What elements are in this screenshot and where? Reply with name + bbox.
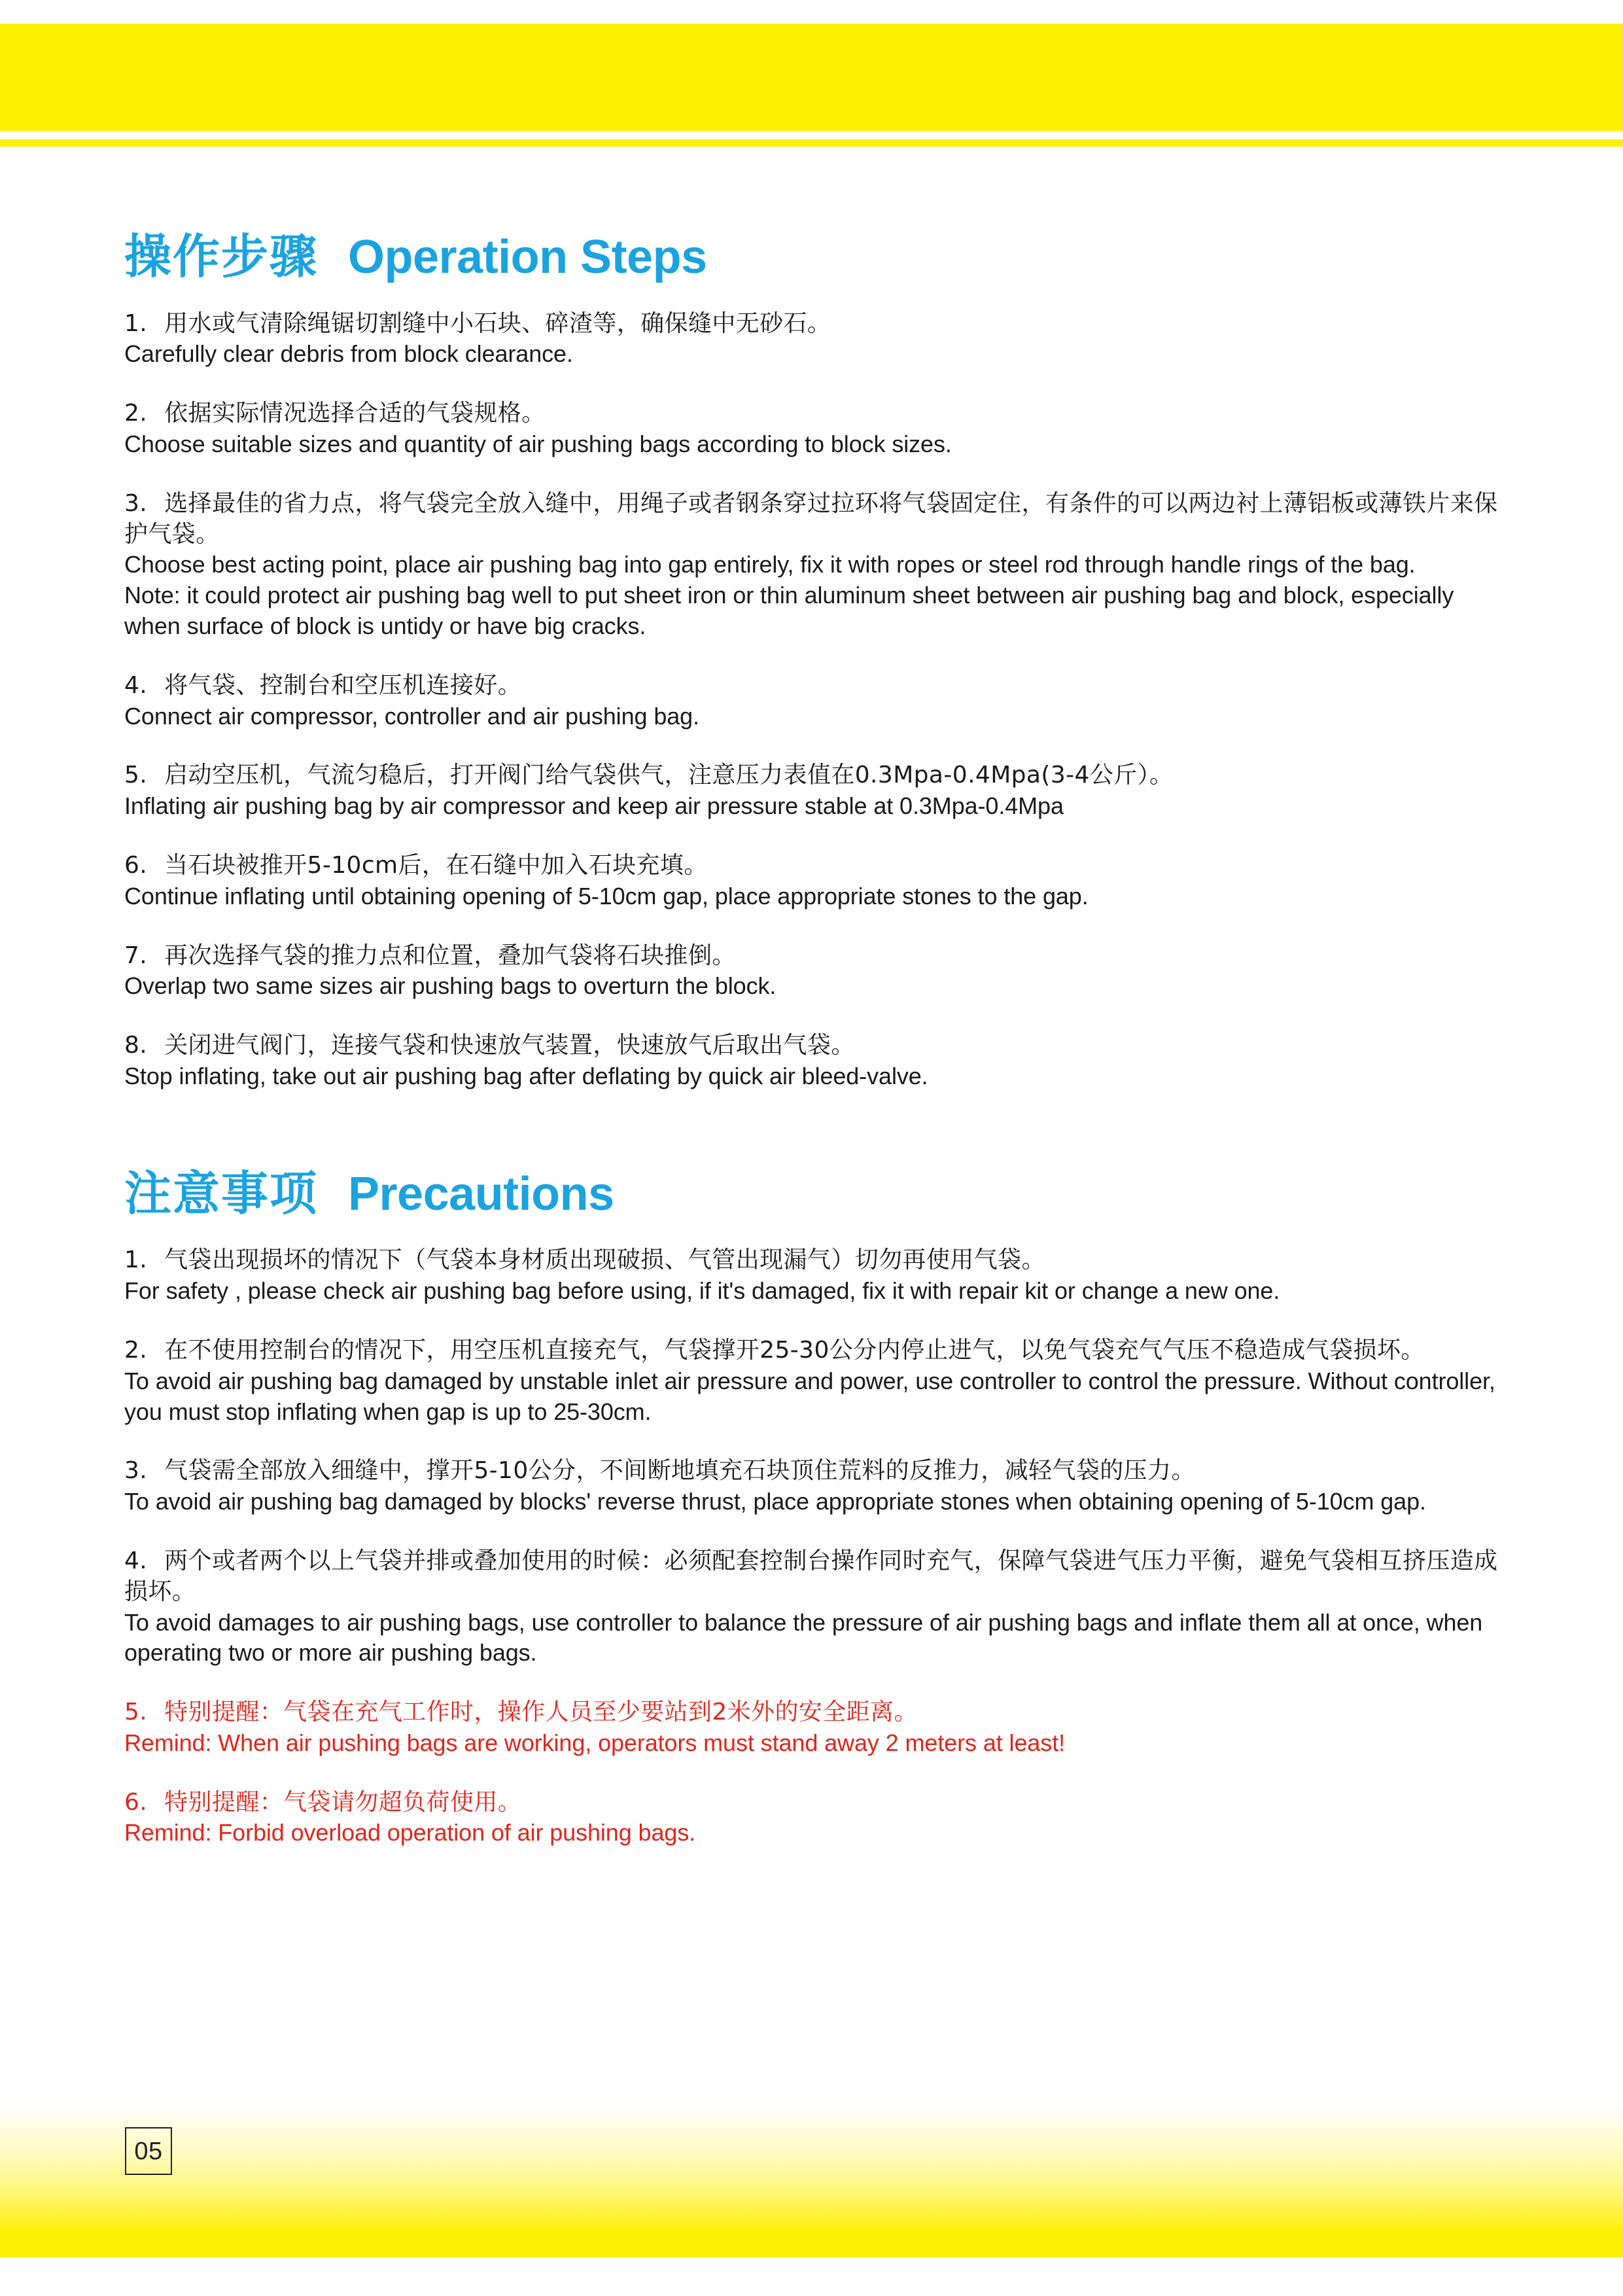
item-number: 8. <box>124 1032 148 1059</box>
page-content <box>124 229 1505 1848</box>
item-line-cn <box>124 398 1505 429</box>
footer-yellow-gradient <box>0 2104 1623 2257</box>
section-heading <box>124 229 1505 284</box>
list-item <box>124 671 1505 732</box>
item-number: 3. <box>124 1457 148 1485</box>
list-item <box>124 1697 1505 1759</box>
item-number: 1. <box>124 309 148 337</box>
item-line-cn <box>124 671 1505 701</box>
item-line-en: Overlap two same sizes air pushing bags to overturn the block. <box>124 972 777 1000</box>
item-number: 2. <box>124 1336 148 1364</box>
header-yellow-rule <box>0 139 1623 147</box>
list-item <box>124 1245 1505 1307</box>
item-number: 7. <box>124 942 148 969</box>
item-line-cn <box>124 1456 1505 1487</box>
list-item <box>124 309 1505 370</box>
item-number: 4. <box>124 1547 148 1574</box>
section-heading-cn: 操作步骤 <box>124 229 319 284</box>
section <box>124 229 1505 1092</box>
list-item <box>124 1335 1505 1427</box>
section-heading-en: Precautions <box>348 1167 614 1220</box>
item-line-cn <box>124 1335 1505 1366</box>
section <box>124 1165 1505 1849</box>
list-item <box>124 489 1505 642</box>
item-text-cn: 关闭进气阀门，连接气袋和快速放气装置，快速放气后取出气袋。 <box>164 1032 855 1059</box>
list-item <box>124 851 1505 912</box>
item-line-en: To avoid air pushing bag damaged by unstable inlet air pressure and power, use controller to control the pressure. Without controller, you must stop inflating when gap is up to 25-30cm. <box>124 1367 1495 1425</box>
item-line-cn <box>124 489 1505 550</box>
item-line-en: Stop inflating, take out air pushing bag after deflating by quick air bleed-valve. <box>124 1062 928 1089</box>
section-heading-cn: 注意事项 <box>124 1165 319 1221</box>
item-line-en: Connect air compressor, controller and air pushing bag. <box>124 702 699 730</box>
section-heading-en: Operation Steps <box>348 231 707 283</box>
list-item <box>124 1788 1505 1849</box>
item-line-cn <box>124 851 1505 881</box>
item-text-cn: 两个或者两个以上气袋并排或叠加使用的时候：必须配套控制台操作同时充气，保障气袋进气压力平衡，避免气袋相互挤压造成损坏。 <box>124 1547 1498 1605</box>
item-line-cn <box>124 760 1505 791</box>
item-line-en: To avoid damages to air pushing bags, use controller to balance the pressure of air pushing bags and inflate them all at once, when operating two or more air pushing bags. <box>124 1608 1483 1667</box>
item-text-cn: 依据实际情况选择合适的气袋规格。 <box>164 400 546 427</box>
item-number: 5. <box>124 762 148 789</box>
item-line-en: To avoid air pushing bag damaged by blocks' reverse thrust, place appropriate stones when obtaining opening of 5-10cm gap. <box>124 1488 1426 1515</box>
item-text-cn: 气袋需全部放入细缝中，撑开5-10公分，不间断地填充石块顶住荒料的反推力，减轻气袋的压力。 <box>164 1457 1195 1485</box>
item-number: 3. <box>124 489 148 517</box>
list-item <box>124 1546 1505 1669</box>
item-line-en: For safety , please check air pushing bag before using, if it's damaged, fix it with repair kit or change a new one. <box>124 1277 1280 1305</box>
item-line-en: Note: it could protect air pushing bag well to put sheet iron or thin aluminum sheet between air pushing bag and block, especially when surface of block is untidy or have big cracks. <box>124 582 1454 639</box>
list-item <box>124 941 1505 1002</box>
item-text-cn: 启动空压机，气流匀稳后，打开阀门给气袋供气，注意压力表值在0.3Mpa-0.4Mpa(3-4公斤）。 <box>164 762 1174 789</box>
item-number: 2. <box>124 400 148 427</box>
item-line-cn <box>124 309 1505 340</box>
item-text-cn: 气袋出现损坏的情况下（气袋本身材质出现破损、气管出现漏气）切勿再使用气袋。 <box>164 1246 1045 1274</box>
item-line-cn <box>124 1697 1505 1728</box>
item-text-cn: 将气袋、控制台和空压机连接好。 <box>164 671 522 699</box>
list-item <box>124 760 1505 822</box>
item-text-cn: 特别提醒：气袋请勿超负荷使用。 <box>164 1788 522 1816</box>
item-text-cn: 在不使用控制台的情况下，用空压机直接充气，气袋撑开25-30公分内停止进气，以免气袋充气气压不稳造成气袋损坏。 <box>164 1336 1425 1364</box>
item-line-en: Inflating air pushing bag by air compressor and keep air pressure stable at 0.3Mpa-0.4Mpa <box>124 792 1064 820</box>
page-number: 05 <box>125 2127 172 2175</box>
item-number: 1. <box>124 1246 148 1274</box>
item-line-en: Choose suitable sizes and quantity of air pushing bags according to block sizes. <box>124 430 952 457</box>
item-number: 6. <box>124 1788 148 1816</box>
list-item <box>124 1031 1505 1092</box>
item-line-cn <box>124 1031 1505 1061</box>
item-text-cn: 当石块被推开5-10cm后，在石缝中加入石块充填。 <box>164 851 708 879</box>
header-yellow-band <box>0 24 1623 131</box>
list-item <box>124 1456 1505 1517</box>
item-line-en: Carefully clear debris from block clearance. <box>124 340 573 368</box>
item-line-cn <box>124 1546 1505 1608</box>
item-number: 6. <box>124 851 148 879</box>
item-line-en: Remind: Forbid overload operation of air pushing bags. <box>124 1819 696 1846</box>
list-item <box>124 398 1505 460</box>
item-text-cn: 选择最佳的省力点，将气袋完全放入缝中，用绳子或者钢条穿过拉环将气袋固定住，有条件的可以两边衬上薄铝板或薄铁片来保护气袋。 <box>124 489 1498 548</box>
item-number: 4. <box>124 671 148 699</box>
item-line-cn <box>124 1245 1505 1276</box>
item-number: 5. <box>124 1699 148 1726</box>
item-line-cn <box>124 941 1505 972</box>
item-line-en: Choose best acting point, place air pushing bag into gap entirely, fix it with ropes or steel rod through handle rings of the bag. <box>124 551 1416 578</box>
section-heading <box>124 1165 1505 1221</box>
item-line-cn <box>124 1788 1505 1818</box>
item-line-en: Continue inflating until obtaining opening of 5-10cm gap, place appropriate stones to the gap. <box>124 882 1089 910</box>
item-text-cn: 特别提醒：气袋在充气工作时，操作人员至少要站到2米外的安全距离。 <box>164 1699 918 1726</box>
item-line-en: Remind: When air pushing bags are working, operators must stand away 2 meters at least! <box>124 1729 1065 1756</box>
item-text-cn: 再次选择气袋的推力点和位置，叠加气袋将石块推倒。 <box>164 942 736 969</box>
item-text-cn: 用水或气清除绳锯切割缝中小石块、碎渣等，确保缝中无砂石。 <box>164 309 831 337</box>
